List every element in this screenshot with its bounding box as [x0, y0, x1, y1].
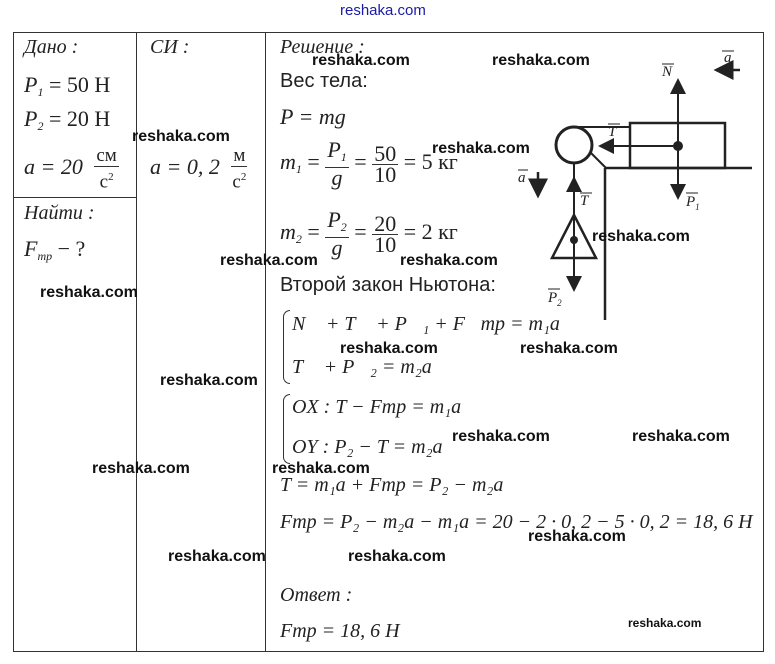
watermark: reshaka.com [528, 528, 626, 545]
sys1-line2: T⃗ + P⃗₂ = m₂a [292, 356, 432, 378]
newton-label: Второй закон Ньютона: [280, 274, 496, 296]
answer-title: Ответ : [280, 584, 353, 606]
sys1-line1: N⃗ + T⃗ + P⃗₁ + F⃗тр = m₁a⃗ [292, 313, 576, 335]
find-title: Найти : [24, 202, 95, 224]
watermark: reshaka.com [92, 460, 190, 477]
answer-value: Fтр = 18, 6 Н [280, 620, 400, 642]
label-a-hanging: a [518, 170, 526, 186]
label-t-hanging: T [580, 193, 589, 209]
watermark: reshaka.com [312, 52, 410, 69]
watermark: reshaka.com [272, 460, 370, 477]
sys2-line2: OY : P₂ − T = m₂a [292, 436, 443, 458]
eq-p-mg: P = mg [280, 104, 346, 129]
watermark: reshaka.com [492, 52, 590, 69]
pulley-bracket [590, 152, 606, 168]
eq-m2: $m_2$ = $\frac{P_2}{g}$ = $\frac{20}{10}$ = 2 кг [280, 207, 458, 260]
label-a-block: a [724, 50, 732, 66]
solution-title: Решение : [280, 36, 365, 58]
eq-f: Fтр = P₂ − m₂a − m₁a = 20 − 2 · 0, 2 − 5 · 0, 2 = 18, 6 Н [280, 511, 753, 533]
given-p1: $P_1 = 50$ Н [24, 72, 111, 99]
eq-t: T = m₁a + Fтр = P₂ − m₂a [280, 474, 504, 496]
watermark: reshaka.com [40, 284, 138, 301]
si-a: a = 0, 2 $\frac{м}{с^2}$ [150, 145, 247, 193]
find-f: $F_{тр}$ − ? [24, 236, 86, 263]
site-header[interactable]: reshaka.com [340, 2, 426, 19]
watermark: reshaka.com [400, 252, 498, 269]
watermark: reshaka.com [432, 140, 530, 157]
si-title: СИ : [150, 36, 190, 58]
given-p2: $P_2 = 20$ Н [24, 106, 111, 133]
pulley [556, 127, 592, 163]
label-p1: $P_1$ [686, 194, 700, 212]
watermark: reshaka.com [348, 548, 446, 565]
watermark: reshaka.com [132, 128, 230, 145]
eq-m1: $m_1$ = $\frac{P_1}{g}$ = $\frac{50}{10}$ = 5 кг [280, 137, 458, 190]
label-t-block: T [608, 124, 617, 140]
watermark: reshaka.com [628, 616, 702, 630]
label-p2: $P_2$ [548, 290, 562, 308]
label-n: N [662, 64, 673, 80]
weight-label: Вес тела: [280, 70, 368, 92]
watermark: reshaka.com [160, 372, 258, 389]
sys2-line1: OX : T − Fтр = m₁a [292, 396, 462, 418]
given-title: Дано : [24, 36, 79, 58]
watermark: reshaka.com [220, 252, 318, 269]
watermark: reshaka.com [592, 228, 690, 245]
watermark: reshaka.com [632, 428, 730, 445]
watermark: reshaka.com [168, 548, 266, 565]
watermark: reshaka.com [340, 340, 438, 357]
watermark: reshaka.com [452, 428, 550, 445]
given-a: a = 20 $\frac{см}{с^2}$ [24, 145, 117, 193]
watermark: reshaka.com [520, 340, 618, 357]
